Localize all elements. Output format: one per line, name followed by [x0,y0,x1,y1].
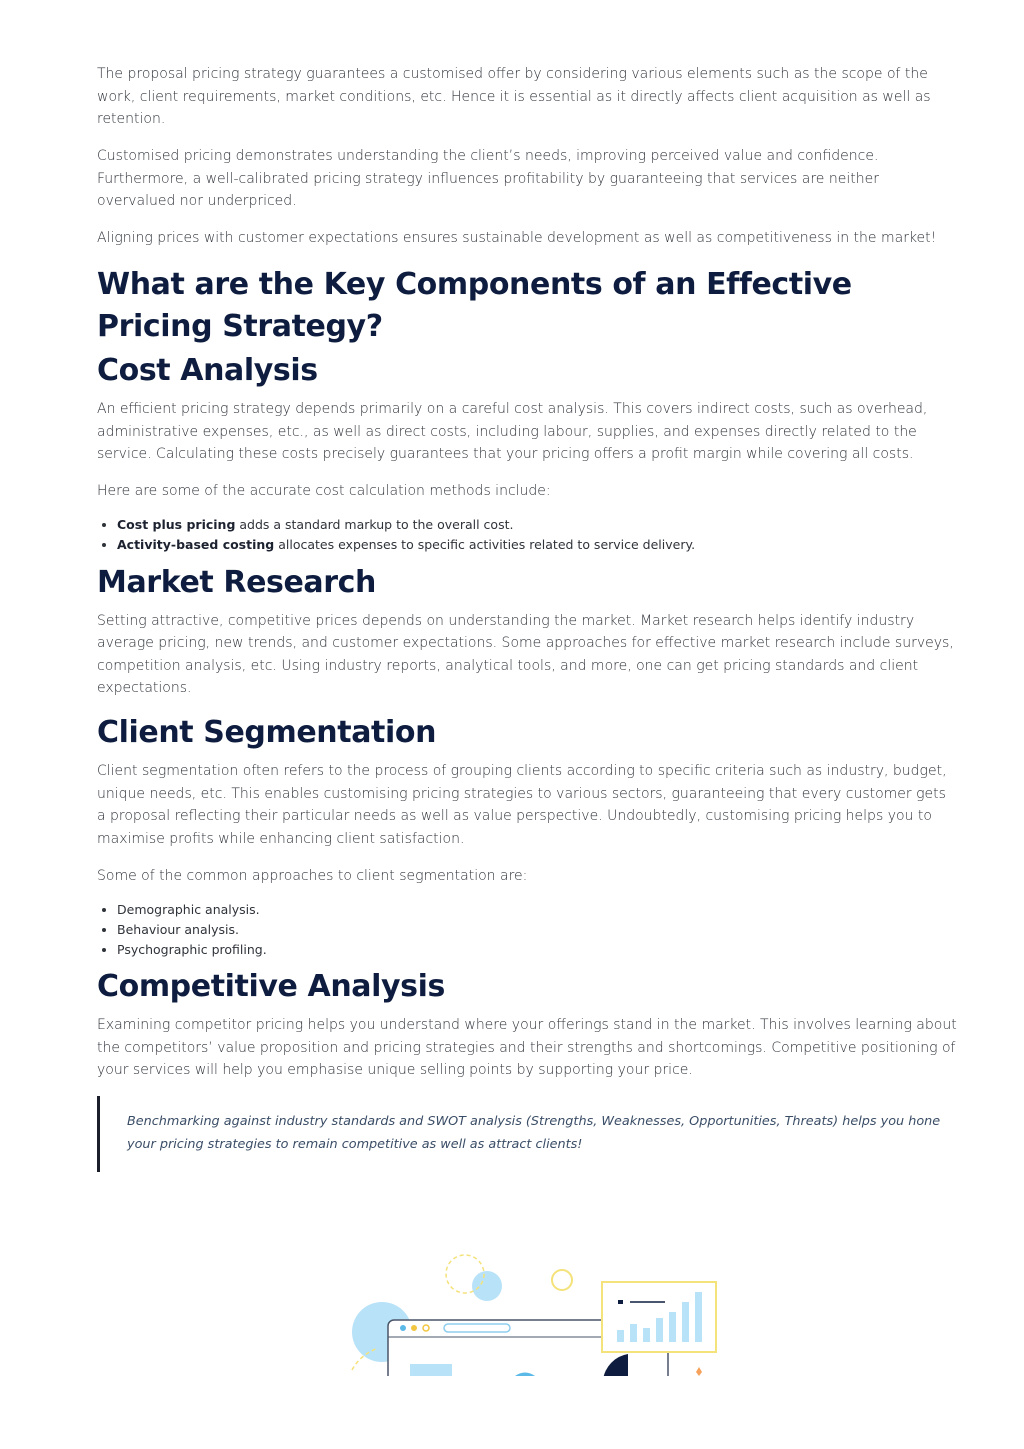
list-item [117,515,957,535]
list-item: • Psychographic profiling. [117,940,957,960]
cost-analysis-paragraph: An efficient pricing strategy depends primarily on a careful cost analysis. This covers indirect costs, such as overhead, administrative expenses, etc., as well as direct costs, including labour, supplies, and expenses directly related to the service. Calculating these costs precisely guarantees that your pricing offers a profit margin while covering all costs. [97,401,928,462]
intro-paragraph-2: Customised pricing demonstrates understanding the client’s needs, improving perceived value and confidence. Furthermore, a well-calibrated pricing strategy influences profitability by guaranteeing that services are neither overvalued nor underpriced. [97,148,879,209]
chart-bar [656,1318,663,1342]
decor-circle-small [472,1271,502,1301]
segmentation-list [97,900,957,961]
chart-legend-marker [618,1300,623,1304]
bullet-bold: Cost plus pricing [117,517,236,532]
list-item [117,535,957,555]
bullet-bold: Activity-based costing [117,537,275,553]
client-segmentation-paragraph: Client segmentation often refers to the process of grouping clients according to specific criteria such as industry, budget, unique needs, etc. This enables customising pricing strategies to various sectors, guaranteeing that every customer gets a proposal reflecting their particular needs as well as value perspective. Undoubtedly, customising pricing helps you to maximise profits while enhancing client satisfaction. [97,763,947,847]
content-block [410,1364,452,1376]
market-research-heading: Market Research [97,564,377,600]
main-heading: What are the Key Components of an Effective Pricing Strategy? [97,267,852,344]
chart-bar [643,1328,650,1342]
chart-bar [630,1324,637,1342]
bullet-text: allocates expenses to specific activities related to service delivery. [274,537,696,553]
decor-ring-yellow [552,1270,572,1290]
market-research-paragraph: Setting attractive, competitive prices depends on understanding the market. Market research helps identify industry average pricing, new trends, and customer expectations. Some approaches for effective market research include surveys, competition analysis, etc. Using industry reports, analytical tools, and more, one can get pricing standards and client expectations. [97,612,954,697]
intro-paragraph-3: Aligning prices with customer expectations ensures sustainable development as well as competitiveness in the market! [97,230,937,246]
chart-bar [695,1292,702,1342]
cost-analysis-intro-list: Here are some of the accurate cost calculation methods include: [97,483,551,499]
article [97,63,957,1172]
illustration [340,1250,730,1376]
client-segmentation-heading: Client Segmentation [97,715,437,751]
list-item: • Behaviour analysis. [117,920,957,940]
intro-paragraph-1: The proposal pricing strategy guarantees a customised offer by considering various elements such as the scope of the work, client requirements, market conditions, etc. Hence it is essential as it directly affects client acquisition as well as retention. [97,66,931,127]
bullet-text: adds a standard markup to the overall cost. [235,517,514,532]
chart-bar [669,1312,676,1342]
competitive-analysis-heading: Competitive Analysis [97,969,445,1005]
sparkle-icon [696,1367,702,1376]
window-dot-yellow [411,1325,417,1331]
competitive-analysis-paragraph: Examining competitor pricing helps you understand where your offerings stand in the market. This involves learning about the competitors’ value proposition and pricing strategies and their strengths and shortcomings. Competitive positioning of your services will help you emphasise unique selling points by supporting your price. [97,1017,957,1079]
blockquote: Benchmarking against industry standards and SWOT analysis (Strengths, Weaknesses, Opportunities, Threats) helps you hone your pricing strategies to remain competitive as well as attract clients! [97,1096,957,1172]
list-item: • Demographic analysis. [117,900,957,920]
window-dot-blue [400,1325,406,1331]
chart-bar [682,1302,689,1342]
dashboard-illustration [340,1250,730,1376]
cost-analysis-heading: Cost Analysis [97,353,318,388]
client-segmentation-intro-list: Some of the common approaches to client segmentation are: [97,867,528,884]
chart-bar [617,1330,624,1342]
cost-methods-list [97,515,957,556]
